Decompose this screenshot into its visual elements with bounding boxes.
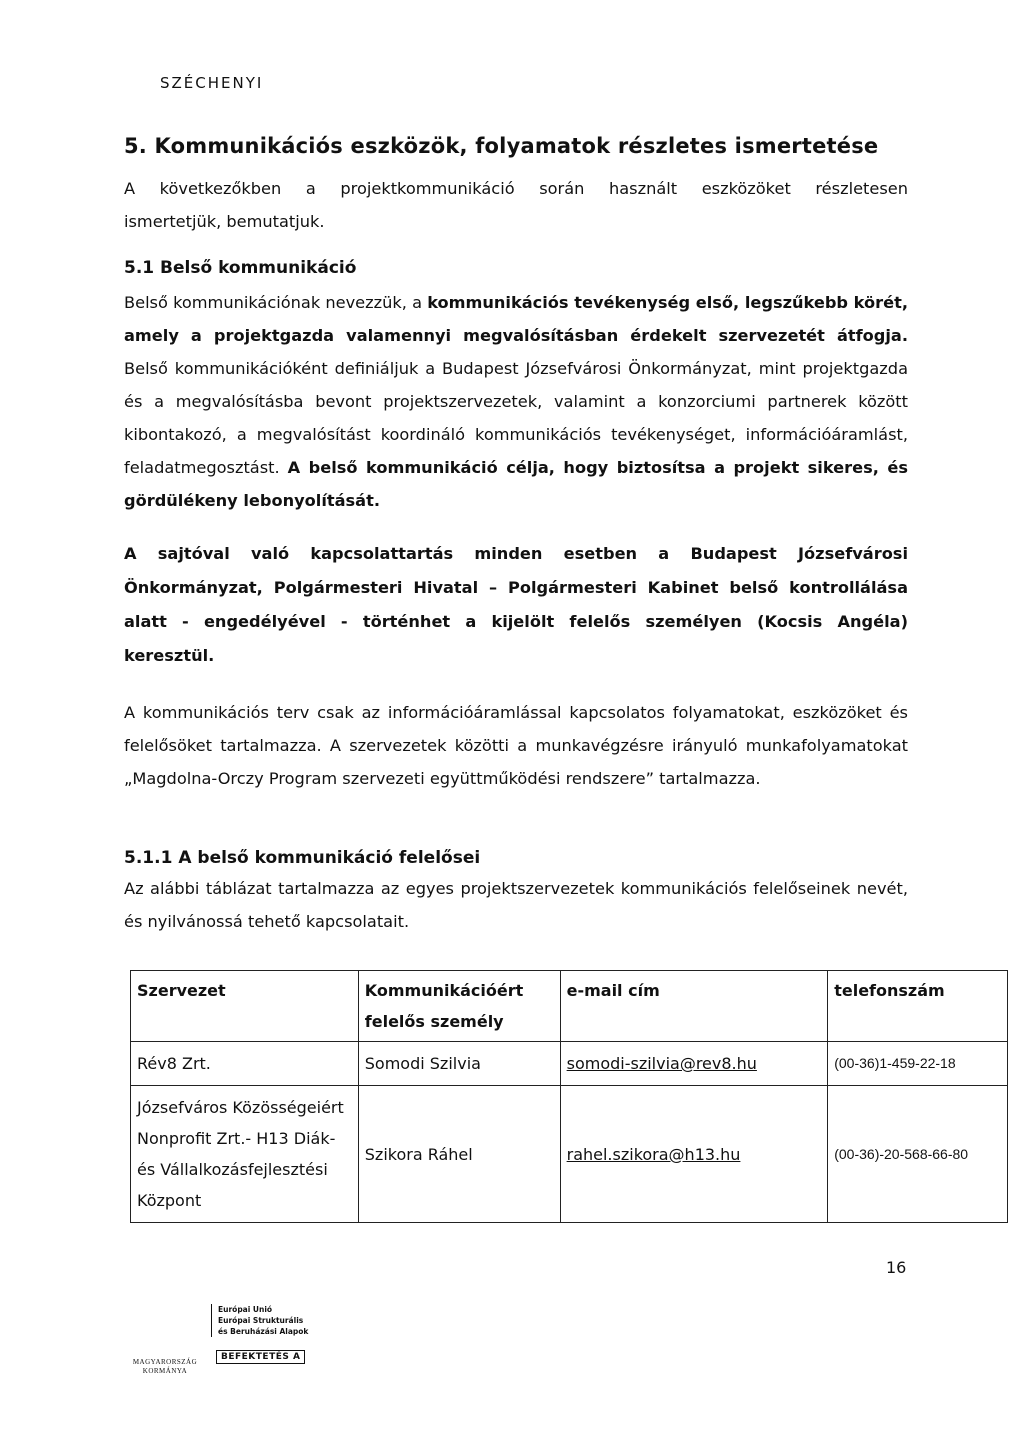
eu-line-1: Európai Unió xyxy=(218,1305,273,1314)
table-header-row xyxy=(131,971,1008,1042)
header-org: Szervezet xyxy=(131,971,359,1042)
cell-phone: (00-36)1-459-22-18 xyxy=(828,1042,1008,1086)
eu-funds-logo xyxy=(211,1304,308,1337)
cell-email[interactable]: somodi-szilvia@rev8.hu xyxy=(560,1042,828,1086)
section-title: 5. Kommunikációs eszközök, folyamatok részletes ismertetése xyxy=(124,134,879,158)
cell-person: Somodi Szilvia xyxy=(358,1042,560,1086)
plan-paragraph: A kommunikációs terv csak az információáramlással kapcsolatos folyamatokat, eszközöket és felelősöket tartalmazza. A szervezetek közötti a munkavégzésre irányuló munkafolyamatokat „Magdolna-Orczy Program szervezeti együttműködési rendszere” tartalmazza. xyxy=(124,703,908,788)
cell-person: Szikora Ráhel xyxy=(358,1086,560,1223)
p1-part-c: Belső kommunikációként definiáljuk a Budapest Józsefvárosi Önkormányzat, mint projektgazda és a megvalósításba bevont projektszervezetek, valamint a konzorciumi partnerek között kibontakozó, a megvalósítást koordináló kommunikációs tevékenységet, információáramlást, feladatmegosztást. xyxy=(124,359,908,477)
cell-org: Józsefváros Közösségeiért Nonprofit Zrt.- H13 Diák- és Vállalkozásfejlesztési Központ xyxy=(131,1086,359,1223)
press-paragraph: A sajtóval való kapcsolattartás minden esetben a Budapest Józsefvárosi Önkormányzat, Polgármesteri Hivatal – Polgármesteri Kabinet belső kontrollálása alatt - engedélyével - történhet a kijelölt felelős személyen (Kocsis Angéla) keresztül. xyxy=(124,544,908,665)
section-intro xyxy=(124,172,908,238)
cell-email[interactable]: rahel.szikora@h13.hu xyxy=(560,1086,828,1223)
intro-line-1: A következőkben a projektkommunikáció során használt eszközöket részletesen xyxy=(124,179,908,198)
subsection-title: 5.1 Belső kommunikáció xyxy=(124,258,357,278)
government-logo xyxy=(130,1358,200,1376)
header-email: e-mail cím xyxy=(560,971,828,1042)
table-row xyxy=(131,1042,1008,1086)
p1-part-a: Belső kommunikációnak nevezzük, a xyxy=(124,293,428,312)
p1-bold-d: A belső kommunikáció célja, hogy biztosítsa a projekt sikeres, és gördülékeny lebonyolítását. xyxy=(124,458,908,510)
investment-badge: BEFEKTETÉS A xyxy=(216,1350,305,1364)
cell-org: Rév8 Zrt. xyxy=(131,1042,359,1086)
gov-line-1: MAGYARORSZÁG xyxy=(132,1358,198,1366)
cell-phone: (00-36)-20-568-66-80 xyxy=(828,1086,1008,1223)
eu-line-2: Európai Strukturális xyxy=(218,1316,304,1325)
table-row xyxy=(131,1086,1008,1223)
internal-comm-paragraph xyxy=(124,286,908,517)
eu-line-3: és Beruházási Alapok xyxy=(218,1327,309,1336)
gov-line-2: KORMÁNYA xyxy=(142,1367,188,1375)
intro-line-2: ismertetjük, bemutatjuk. xyxy=(124,212,325,231)
p1-bold-b: kommunikációs tevékenység első, legszűkebb körét, amely a projektgazda valamennyi megvalósításban érdekelt szervezetét átfogja. xyxy=(124,293,908,345)
responsibles-text: Az alábbi táblázat tartalmazza az egyes projektszervezetek kommunikációs felelőseinek nevét, és nyilvánossá tehető kapcsolatait. xyxy=(124,879,908,931)
header-person: Kommunikációért felelős személy xyxy=(358,971,560,1042)
header-brand: SZÉCHENYI xyxy=(160,74,264,92)
responsibles-table xyxy=(130,970,1008,1223)
header-phone: telefonszám xyxy=(828,971,1008,1042)
page-number: 16 xyxy=(886,1258,907,1277)
responsibles-title: 5.1.1 A belső kommunikáció felelősei xyxy=(124,848,481,868)
